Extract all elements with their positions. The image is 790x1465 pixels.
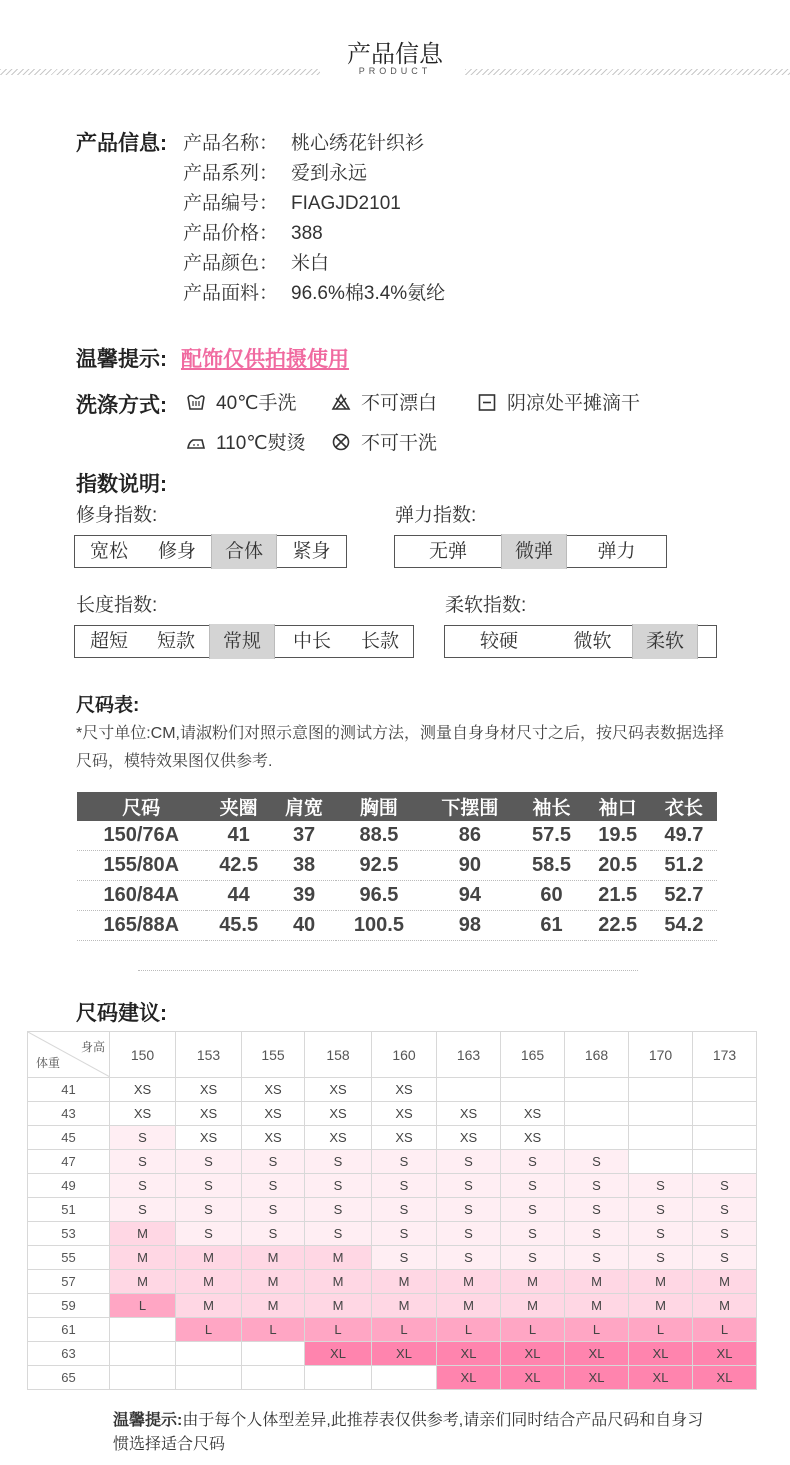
weight-cell: 51 — [28, 1198, 110, 1222]
size-advice-cell: M — [176, 1246, 242, 1270]
size-advice-cell — [565, 1126, 629, 1150]
size-advice-cell: S — [565, 1222, 629, 1246]
soft-option: 较硬 — [479, 631, 518, 652]
size-advice-cell: S — [693, 1222, 757, 1246]
size-advice-cell: L — [565, 1318, 629, 1342]
size-advice-cell: XS — [176, 1078, 242, 1102]
size-advice-cell: M — [693, 1270, 757, 1294]
bottom-tip-label: 温馨提示: — [113, 1412, 183, 1429]
size-advice-cell: S — [305, 1174, 372, 1198]
size-advice-cell: M — [629, 1270, 693, 1294]
size-advice-row — [28, 1102, 757, 1126]
size-advice-cell: S — [437, 1246, 501, 1270]
product-info-value: 388 — [291, 223, 323, 244]
size-advice-cell — [372, 1366, 437, 1390]
size-advice-cell — [693, 1126, 757, 1150]
size-advice-cell: XL — [693, 1342, 757, 1366]
size-advice-cell: XS — [372, 1126, 437, 1150]
size-advice-cell: S — [629, 1246, 693, 1270]
size-table-header-cell: 下摆围 — [421, 792, 518, 821]
size-advice-cell: S — [501, 1198, 565, 1222]
fit-index-scale — [74, 535, 347, 568]
fit-option: 修身 — [157, 541, 196, 562]
size-advice-cell: S — [565, 1198, 629, 1222]
wash-text: 阴凉处平摊滴干 — [507, 393, 641, 414]
size-advice-cell — [693, 1102, 757, 1126]
size-table-cell: 61 — [518, 911, 584, 941]
size-advice-cell: M — [372, 1270, 437, 1294]
size-advice-cell: XS — [501, 1126, 565, 1150]
size-table-cell: 160/84A — [77, 881, 206, 911]
weight-cell: 61 — [28, 1318, 110, 1342]
size-advice-cell: S — [693, 1198, 757, 1222]
size-table-cell: 19.5 — [585, 821, 651, 851]
size-table-cell: 38 — [272, 851, 337, 881]
size-advice-cell: S — [501, 1174, 565, 1198]
size-advice-cell: M — [437, 1294, 501, 1318]
size-advice-cell: S — [629, 1222, 693, 1246]
size-table-cell: 88.5 — [336, 821, 421, 851]
size-advice-row — [28, 1198, 757, 1222]
height-header-cell: 165 — [501, 1032, 565, 1078]
size-table-header-cell: 尺码 — [77, 792, 206, 821]
length-option: 超短 — [89, 631, 128, 652]
product-info-key: 产品面料： — [183, 283, 279, 304]
size-advice-cell: S — [110, 1150, 176, 1174]
size-table-cell: 49.7 — [651, 821, 717, 851]
size-advice-row — [28, 1270, 757, 1294]
weight-cell: 57 — [28, 1270, 110, 1294]
size-table-cell: 39 — [272, 881, 337, 911]
size-advice-cell: S — [305, 1198, 372, 1222]
size-advice-cell: S — [110, 1198, 176, 1222]
size-table-header-cell: 袖口 — [585, 792, 651, 821]
size-advice-row — [28, 1126, 757, 1150]
size-advice-cell: XL — [629, 1366, 693, 1390]
size-advice-cell: XS — [242, 1126, 305, 1150]
height-header-cell: 153 — [176, 1032, 242, 1078]
size-advice-row — [28, 1150, 757, 1174]
product-info-value: 96.6%棉3.4%氨纶 — [291, 283, 446, 304]
height-header-cell: 170 — [629, 1032, 693, 1078]
washing-label: 洗涤方式: — [76, 394, 167, 417]
size-advice-cell: L — [501, 1318, 565, 1342]
fit-option: 紧身 — [292, 541, 331, 562]
soft-index-title: 柔软指数: — [445, 595, 527, 616]
size-advice-cell: S — [437, 1174, 501, 1198]
size-advice-cell: XS — [176, 1102, 242, 1126]
weight-cell: 49 — [28, 1174, 110, 1198]
size-advice-cell — [437, 1078, 501, 1102]
size-table-row — [77, 911, 717, 941]
elastic-option: 无弹 — [428, 541, 467, 562]
size-advice-cell: S — [242, 1222, 305, 1246]
product-info-label: 产品信息: — [76, 132, 167, 155]
wash-item-iron — [186, 428, 306, 455]
page-subtitle: PRODUCT — [358, 66, 432, 76]
size-advice-cell: M — [242, 1270, 305, 1294]
size-table-header — [77, 792, 717, 821]
product-info-value: 爱到永远 — [291, 163, 368, 184]
size-table-header-cell: 袖长 — [518, 792, 584, 821]
size-advice-cell: S — [372, 1150, 437, 1174]
size-advice-cell: M — [176, 1294, 242, 1318]
size-advice-cell: S — [629, 1174, 693, 1198]
size-advice-cell: M — [242, 1246, 305, 1270]
size-advice-cell: S — [437, 1198, 501, 1222]
size-table-cell: 150/76A — [77, 821, 206, 851]
size-advice-cell — [565, 1102, 629, 1126]
size-advice-cell: S — [305, 1150, 372, 1174]
product-info-key: 产品系列： — [183, 163, 279, 184]
wash-text: 不可漂白 — [361, 393, 438, 414]
weight-cell: 53 — [28, 1222, 110, 1246]
size-advice-cell: XL — [437, 1342, 501, 1366]
size-advice-cell: XL — [501, 1342, 565, 1366]
size-advice-cell: S — [372, 1246, 437, 1270]
size-advice-cell: L — [176, 1318, 242, 1342]
size-table-note: *尺寸单位:CM,请淑粉们对照示意图的测试方法，测量自身身材尺寸之后，按尺码表数据选择尺码，模特效果图仅供参考. — [76, 725, 725, 770]
weight-cell: 65 — [28, 1366, 110, 1390]
size-table-header-cell: 衣长 — [651, 792, 717, 821]
size-advice-cell: XS — [176, 1126, 242, 1150]
size-advice-cell: S — [501, 1222, 565, 1246]
size-advice-cell: L — [110, 1294, 176, 1318]
size-advice-cell — [110, 1366, 176, 1390]
size-advice-cell — [176, 1342, 242, 1366]
size-table-cell: 41 — [206, 821, 272, 851]
size-advice-cell: XS — [110, 1078, 176, 1102]
product-info-row — [183, 248, 329, 275]
size-advice-cell: XS — [437, 1126, 501, 1150]
size-advice-cell: S — [693, 1174, 757, 1198]
size-advice-row — [28, 1222, 757, 1246]
size-advice-cell: S — [242, 1150, 305, 1174]
size-table-cell: 98 — [421, 911, 518, 941]
height-header-cell: 155 — [242, 1032, 305, 1078]
size-table-row — [77, 881, 717, 911]
size-table-cell: 155/80A — [77, 851, 206, 881]
size-table-cell: 42.5 — [206, 851, 272, 881]
size-advice-cell: M — [501, 1270, 565, 1294]
length-index-title: 长度指数: — [76, 595, 158, 616]
corner-weight-label: 体重 — [36, 1056, 61, 1070]
size-advice-cell — [629, 1150, 693, 1174]
size-table-cell: 22.5 — [585, 911, 651, 941]
fit-option-selected: 合体 — [211, 534, 277, 569]
size-advice-cell: XS — [372, 1078, 437, 1102]
size-table-cell: 44 — [206, 881, 272, 911]
size-advice-cell: M — [565, 1294, 629, 1318]
size-advice-cell — [305, 1366, 372, 1390]
size-advice-row — [28, 1366, 757, 1390]
size-advice-cell: M — [110, 1270, 176, 1294]
size-table — [77, 792, 717, 941]
size-advice-cell: S — [242, 1198, 305, 1222]
size-table-cell: 100.5 — [336, 911, 421, 941]
size-advice-cell — [501, 1078, 565, 1102]
size-table-cell: 20.5 — [585, 851, 651, 881]
fit-index-title: 修身指数: — [76, 505, 158, 526]
size-table-row — [77, 821, 717, 851]
size-advice-table — [27, 1031, 757, 1390]
length-option: 中长 — [292, 631, 331, 652]
size-advice-cell: S — [372, 1174, 437, 1198]
size-advice-cell: XS — [110, 1102, 176, 1126]
size-advice-cell: M — [565, 1270, 629, 1294]
size-advice-cell — [565, 1078, 629, 1102]
size-advice-cell: XL — [437, 1366, 501, 1390]
wash-text: 110℃熨烫 — [216, 433, 306, 454]
size-advice-cell: S — [372, 1198, 437, 1222]
size-table-header-cell: 胸围 — [336, 792, 421, 821]
size-advice-cell: S — [693, 1246, 757, 1270]
weight-cell: 63 — [28, 1342, 110, 1366]
weight-cell: 45 — [28, 1126, 110, 1150]
height-header-cell: 158 — [305, 1032, 372, 1078]
size-table-cell: 58.5 — [518, 851, 584, 881]
size-advice-cell: S — [501, 1246, 565, 1270]
size-advice-row — [28, 1294, 757, 1318]
weight-cell: 59 — [28, 1294, 110, 1318]
height-header-cell: 163 — [437, 1032, 501, 1078]
hand-wash-icon — [186, 392, 206, 412]
size-advice-cell: M — [372, 1294, 437, 1318]
height-header-cell: 168 — [565, 1032, 629, 1078]
size-advice-cell — [242, 1366, 305, 1390]
size-table-cell: 94 — [421, 881, 518, 911]
size-advice-cell: M — [693, 1294, 757, 1318]
elastic-index-title: 弹力指数: — [395, 505, 477, 526]
size-advice-cell: S — [565, 1246, 629, 1270]
size-advice-cell: M — [176, 1270, 242, 1294]
size-advice-row — [28, 1174, 757, 1198]
size-advice-cell — [693, 1078, 757, 1102]
size-advice-header — [28, 1032, 757, 1078]
height-header-cell: 160 — [372, 1032, 437, 1078]
weight-cell: 43 — [28, 1102, 110, 1126]
size-advice-cell: S — [176, 1150, 242, 1174]
elastic-index-scale — [394, 535, 667, 568]
size-advice-cell — [693, 1150, 757, 1174]
size-advice-cell: XL — [565, 1342, 629, 1366]
size-table-cell: 165/88A — [77, 911, 206, 941]
size-advice-cell: L — [629, 1318, 693, 1342]
height-header-cell: 173 — [693, 1032, 757, 1078]
weight-cell: 41 — [28, 1078, 110, 1102]
size-advice-cell — [629, 1078, 693, 1102]
size-advice-cell: M — [242, 1294, 305, 1318]
size-advice-cell: M — [305, 1270, 372, 1294]
size-advice-cell — [242, 1342, 305, 1366]
size-table-cell: 96.5 — [336, 881, 421, 911]
size-advice-cell: S — [629, 1198, 693, 1222]
size-advice-cell — [110, 1318, 176, 1342]
wash-text: 40℃手洗 — [216, 393, 297, 414]
size-advice-cell: S — [176, 1198, 242, 1222]
size-advice-row — [28, 1078, 757, 1102]
size-table-cell: 90 — [421, 851, 518, 881]
soft-index-scale — [444, 625, 717, 658]
product-info-row — [183, 278, 445, 305]
size-table-header-cell: 肩宽 — [272, 792, 337, 821]
size-table-cell: 40 — [272, 911, 337, 941]
size-advice-cell: S — [501, 1150, 565, 1174]
size-table-cell: 86 — [421, 821, 518, 851]
size-advice-cell: S — [242, 1174, 305, 1198]
soft-option-spacer — [698, 626, 716, 657]
size-advice-cell: M — [305, 1246, 372, 1270]
no-dry-clean-icon — [331, 432, 351, 452]
size-advice-cell — [629, 1102, 693, 1126]
size-advice-cell: XS — [242, 1078, 305, 1102]
size-advice-cell: L — [242, 1318, 305, 1342]
corner-height-label: 身高 — [80, 1040, 105, 1054]
size-advice-cell — [629, 1126, 693, 1150]
size-advice-row — [28, 1246, 757, 1270]
page-title: 产品信息 — [347, 41, 443, 68]
no-bleach-icon — [331, 392, 351, 412]
product-info-key: 产品编号： — [183, 193, 279, 214]
size-advice-cell: S — [565, 1174, 629, 1198]
size-table-row — [77, 851, 717, 881]
product-info-key: 产品名称： — [183, 133, 279, 154]
size-advice-label: 尺码建议: — [76, 1002, 167, 1025]
size-advice-cell: S — [176, 1174, 242, 1198]
size-advice-cell: M — [629, 1294, 693, 1318]
size-table-cell: 21.5 — [585, 881, 651, 911]
length-index-scale — [74, 625, 414, 658]
corner-cell — [28, 1032, 110, 1078]
divider — [138, 970, 638, 971]
soft-option: 微软 — [573, 631, 612, 652]
bottom-tip — [113, 1409, 713, 1457]
weight-cell: 55 — [28, 1246, 110, 1270]
elastic-option: 弹力 — [597, 541, 636, 562]
size-advice-cell — [176, 1366, 242, 1390]
size-advice-cell: XL — [372, 1342, 437, 1366]
wash-item-hand-wash — [186, 388, 296, 415]
wash-item-no-dry-clean — [331, 428, 437, 455]
size-advice-cell: XL — [693, 1366, 757, 1390]
size-advice-cell: S — [110, 1174, 176, 1198]
length-option: 长款 — [360, 631, 399, 652]
product-info-value: 米白 — [291, 253, 330, 274]
length-option-selected: 常规 — [209, 624, 275, 659]
size-advice-row — [28, 1342, 757, 1366]
bottom-tip-text: 由于每个人体型差异,此推荐表仅供参考,请亲们同时结合产品尺码和自身习惯选择适合尺码 — [113, 1412, 704, 1453]
size-advice-cell: XL — [305, 1342, 372, 1366]
size-table-cell: 54.2 — [651, 911, 717, 941]
size-advice-cell: XS — [501, 1102, 565, 1126]
wash-item-no-bleach — [331, 388, 437, 415]
size-advice-row — [28, 1318, 757, 1342]
size-advice-cell: M — [437, 1270, 501, 1294]
product-info-key: 产品颜色： — [183, 253, 279, 274]
product-info-row — [183, 128, 424, 155]
size-table-cell: 51.2 — [651, 851, 717, 881]
size-table-cell: 57.5 — [518, 821, 584, 851]
size-advice-cell: XL — [565, 1366, 629, 1390]
size-advice-cell: S — [565, 1150, 629, 1174]
product-info-row — [183, 158, 367, 185]
size-advice-cell: M — [501, 1294, 565, 1318]
size-advice-cell: M — [110, 1246, 176, 1270]
size-advice-cell: S — [305, 1222, 372, 1246]
size-advice-cell: S — [372, 1222, 437, 1246]
size-advice-cell: L — [693, 1318, 757, 1342]
size-advice-cell: M — [110, 1222, 176, 1246]
wash-item-dry-flat — [477, 388, 640, 415]
size-advice-cell: XL — [629, 1342, 693, 1366]
size-table-cell: 52.7 — [651, 881, 717, 911]
iron-icon — [186, 432, 206, 452]
index-label: 指数说明: — [76, 473, 167, 496]
fit-option: 宽松 — [89, 541, 128, 562]
product-info-row — [183, 188, 401, 215]
size-table-cell: 45.5 — [206, 911, 272, 941]
size-advice-cell: S — [176, 1222, 242, 1246]
tip-label: 温馨提示: — [76, 348, 167, 371]
weight-cell: 47 — [28, 1150, 110, 1174]
size-table-cell: 92.5 — [336, 851, 421, 881]
product-info-value: FIAGJD2101 — [291, 193, 401, 214]
elastic-option-selected: 微弹 — [501, 534, 567, 569]
size-advice-cell: XS — [305, 1126, 372, 1150]
size-advice-cell: XS — [305, 1078, 372, 1102]
size-advice-cell: M — [305, 1294, 372, 1318]
size-advice-cell: L — [372, 1318, 437, 1342]
height-header-cell: 150 — [110, 1032, 176, 1078]
size-advice-cell: L — [305, 1318, 372, 1342]
size-advice-cell: S — [110, 1126, 176, 1150]
dry-flat-icon — [477, 392, 497, 412]
size-table-label: 尺码表: — [76, 695, 140, 716]
product-info-value: 桃心绣花针织衫 — [291, 133, 425, 154]
size-advice-cell: XS — [305, 1102, 372, 1126]
size-advice-cell: XS — [437, 1102, 501, 1126]
size-advice-cell: XS — [372, 1102, 437, 1126]
size-advice-cell: XS — [242, 1102, 305, 1126]
size-table-header-cell: 夹圈 — [206, 792, 272, 821]
product-info-row — [183, 218, 323, 245]
size-table-cell: 37 — [272, 821, 337, 851]
product-info-key: 产品价格： — [183, 223, 279, 244]
size-advice-cell: S — [437, 1222, 501, 1246]
size-advice-cell — [110, 1342, 176, 1366]
size-advice-cell: XL — [501, 1366, 565, 1390]
wash-text: 不可干洗 — [361, 433, 438, 454]
soft-option-selected: 柔软 — [632, 624, 698, 659]
size-advice-cell: L — [437, 1318, 501, 1342]
tip-text: 配饰仅供拍摄使用 — [181, 348, 349, 371]
size-advice-cell: S — [437, 1150, 501, 1174]
size-table-cell: 60 — [518, 881, 584, 911]
length-option: 短款 — [156, 631, 195, 652]
